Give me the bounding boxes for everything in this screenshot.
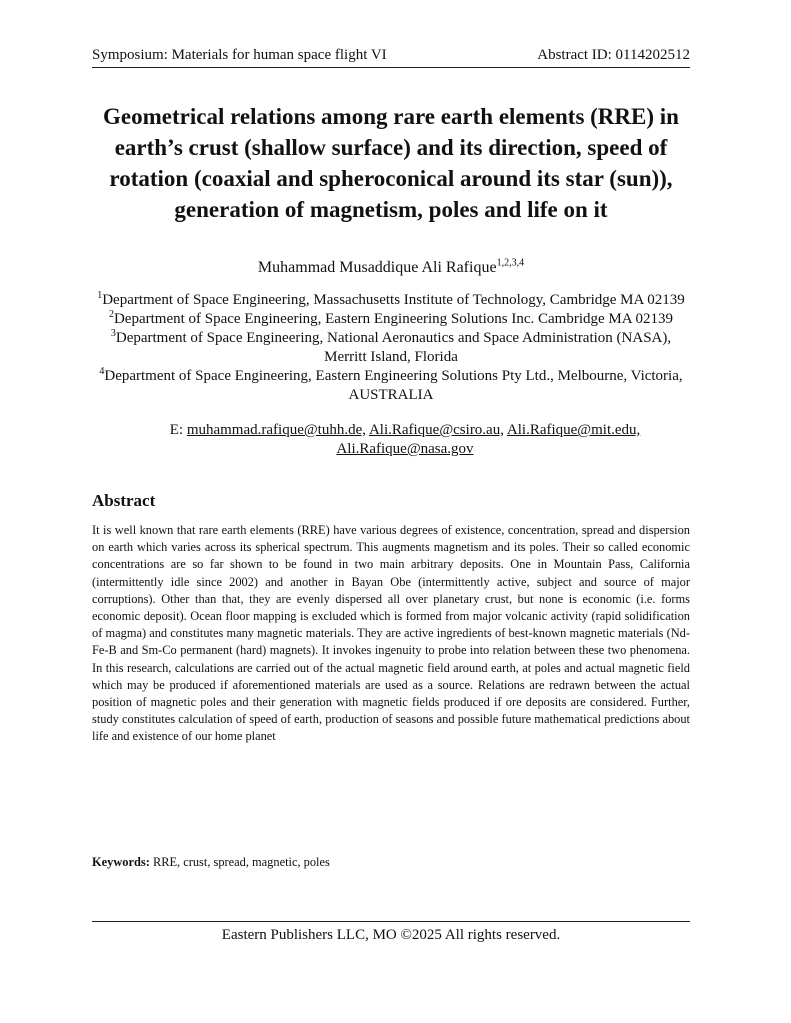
email-prefix: E: (169, 422, 184, 438)
affiliation-2 (92, 310, 690, 329)
abstract-heading: Abstract (92, 491, 156, 510)
title-line: earth’s crust (shallow surface) and its direction, speed of (114, 135, 668, 160)
affiliation-text: Department of Space Engineering, Eastern Engineering Solutions Inc. Cambridge MA 02139 (113, 311, 674, 327)
keywords-line (92, 854, 690, 871)
email-list (120, 421, 690, 459)
header-divider (92, 67, 690, 68)
affiliation-mark: 3 (110, 328, 116, 339)
affiliation-text: Department of Space Engineering, Eastern Engineering Solutions Pty Ltd., Melbourne, Victoria, (104, 368, 683, 384)
paper-title (92, 101, 690, 225)
email-link[interactable]: Ali.Rafique@csiro.au, (368, 422, 504, 438)
affiliation-3 (92, 329, 690, 367)
footer-divider (92, 921, 690, 922)
author-name: Muhammad Musaddique Ali Rafique (257, 259, 497, 276)
email-link[interactable]: muhammad.rafique@tuhh.de, (186, 422, 366, 438)
footer-copyright: Eastern Publishers LLC, MO ©2025 All rights reserved. (221, 927, 561, 943)
affiliation-mark: 4 (99, 366, 105, 377)
keywords-text: RRE, crust, spread, magnetic, poles (152, 855, 330, 869)
running-header (92, 46, 690, 64)
email-link[interactable]: Ali.Rafique@mit.edu, (506, 422, 641, 438)
affiliation-1 (92, 291, 690, 310)
affiliation-4 (92, 367, 690, 405)
author-line (92, 258, 690, 278)
affiliation-mark: 1 (97, 290, 103, 301)
title-line: rotation (coaxial and spheroconical around its star (sun)), (109, 166, 673, 191)
affiliation-text: Department of Space Engineering, National Aeronautics and Space Administration (NASA), (115, 330, 672, 346)
header-abstract-id: Abstract ID: 0114202512 (537, 47, 690, 63)
header-symposium: Symposium: Materials for human space flight VI (92, 47, 387, 63)
affiliation-text-cont: AUSTRALIA (348, 387, 434, 403)
author-affiliation-marks: 1,2,3,4 (496, 257, 525, 269)
keywords-label: Keywords: (92, 855, 150, 869)
title-line: generation of magnetism, poles and life on it (174, 197, 608, 222)
email-link[interactable]: Ali.Rafique@nasa.gov (336, 441, 474, 457)
affiliation-text-cont: Merritt Island, Florida (324, 349, 458, 365)
affiliation-text: Department of Space Engineering, Massachusetts Institute of Technology, Cambridge MA 02139 (102, 292, 685, 308)
title-line: Geometrical relations among rare earth elements (RRE) in (103, 104, 679, 129)
affiliations (92, 291, 690, 405)
affiliation-mark: 2 (108, 309, 114, 320)
abstract-body: It is well known that rare earth elements (RRE) have various degrees of existence, concentration, spread and dispersion on earth which varies across its spherical spectrum. This augments magnetism and its poles. Their so called economic concentrations are so far shown to be found in two main arbitrary deposits. One in Mountain Pass, California (intermittently idle since 2002) and another in Bayan Obe (intermittently active, subject and source of major corruptions). Other than that, they are evenly dispersed all over planetary crust, but none is economic (i.e. forms economic deposit). Ocean floor mapping is excluded which is formed from major volcanic activity (rapid solidification of magma) and constitutes many magnetic materials. They are active ingredients of best-known magnetic materials (Nd-Fe-B and Sm-Co permanent (hard) magnets). It invokes ingenuity to probe into relation between these two phenomena. In this research, calculations are carried out of the actual magnetic field around earth, at poles and actual magnetic field which may be produced if aforementioned materials are used as a source. Relations are redrawn between the actual position of magnetic poles and their generation with magnetic fields produced if ore deposits are considered. Further, study constitutes calculation of speed of earth, production of seasons and possible future mathematical predictions about life and existence of our home planet (92, 523, 690, 744)
